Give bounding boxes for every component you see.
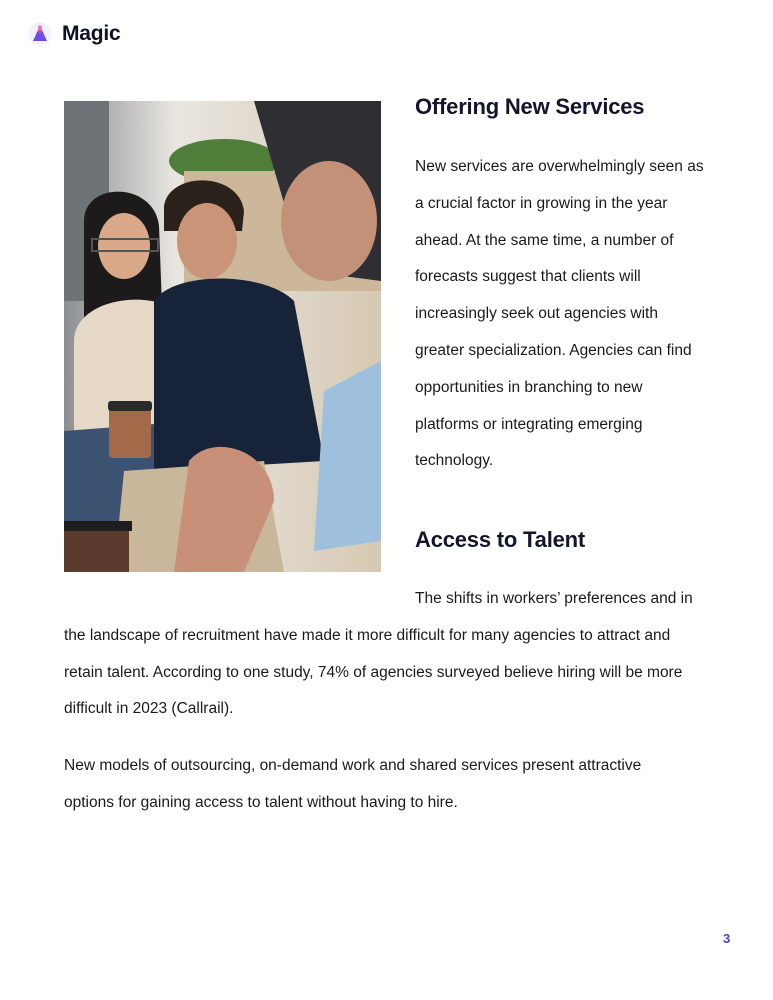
text-line: forecasts suggest that clients will (415, 268, 641, 286)
text-line: increasingly seek out agencies with (415, 305, 658, 323)
text-line: ahead. At the same time, a number of (415, 231, 674, 249)
text-line: retain talent. According to one study, 74% of agencies surveyed believe hiring will be more (64, 663, 683, 681)
magic-logo-icon (28, 22, 52, 46)
text-line: New services are overwhelmingly seen as (415, 158, 704, 175)
text-line: technology. (415, 452, 494, 470)
heading-offering-new-services: Offering New Services (415, 94, 645, 119)
heading-access-to-talent: Access to Talent (415, 527, 586, 552)
text-line: a crucial factor in growing in the year (415, 194, 668, 212)
brand-name: Magic (62, 22, 121, 45)
text-line: difficult in 2023 (Callrail). (64, 700, 234, 718)
talent-paragraph-2 (64, 748, 641, 822)
text-line: platforms or integrating emerging (415, 415, 643, 433)
brand-logo (28, 22, 121, 46)
text-line: the landscape of recruitment have made it more difficult for many agencies to attract and (64, 626, 671, 644)
text-line: greater specialization. Agencies can find (415, 341, 692, 359)
offering-paragraph (415, 149, 704, 480)
text-line: The shifts in workers’ preferences and in (415, 590, 693, 607)
team-meeting-photo (64, 101, 381, 572)
talent-paragraph-1 (64, 581, 693, 728)
text-line: New models of outsourcing, on-demand work and shared services present attractive (64, 757, 642, 774)
text-line: opportunities in branching to new (415, 378, 643, 396)
text-line: options for gaining access to talent without having to hire. (64, 793, 458, 811)
page-number: 3 (723, 931, 731, 946)
